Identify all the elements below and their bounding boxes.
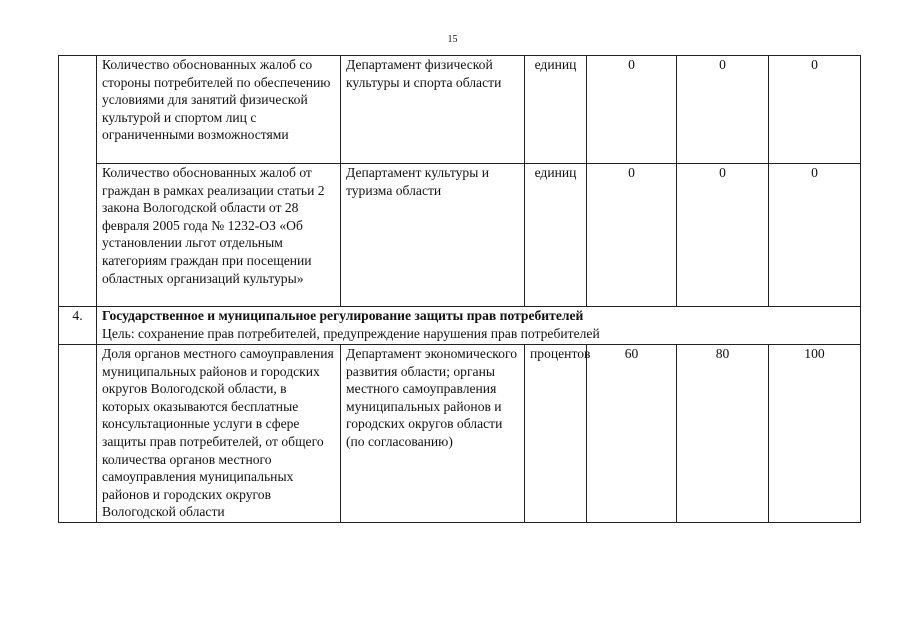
page-number: 15: [447, 34, 458, 45]
responsible-cell: Департамент физической культуры и спорта области: [341, 56, 525, 164]
value-cell: 0: [769, 164, 861, 307]
value-cell: 100: [769, 345, 861, 523]
indicator-cell: Доля органов местного самоуправления муниципальных районов и городских округов Вологодской области, в которых оказываются бесплатные консультационные услуги в сфере защиты прав потребителей, от общего количества органов местного самоуправления муниципальных районов и городских округов Вологодской области: [97, 345, 341, 523]
unit-cell: процентов: [525, 345, 587, 523]
indicators-table: [58, 55, 861, 523]
value-cell: 0: [587, 56, 677, 164]
value-cell: 60: [587, 345, 677, 523]
row-number-cell: [59, 345, 97, 523]
responsible-cell: Департамент культуры и туризма области: [341, 164, 525, 307]
section-goal: Цель: сохранение прав потребителей, предупреждение нарушения прав потребителей: [102, 325, 600, 341]
unit-cell: единиц: [525, 56, 587, 164]
value-cell: 0: [769, 56, 861, 164]
value-cell: 80: [677, 345, 769, 523]
value-cell: 0: [677, 56, 769, 164]
responsible-cell: Департамент экономического развития области; органы местного самоуправления муниципальных районов и городских округов области (по согласованию): [341, 345, 525, 523]
table-row: [59, 164, 861, 307]
value-cell: 0: [677, 164, 769, 307]
unit-cell: единиц: [525, 164, 587, 307]
section-title: Государственное и муниципальное регулирование защиты прав потребителей: [102, 308, 584, 323]
value-cell: 0: [587, 164, 677, 307]
section-header-cell: [97, 307, 861, 345]
section-row: [59, 307, 861, 345]
indicator-cell: Количество обоснованных жалоб от граждан в рамках реализации статьи 2 закона Вологодской области от 28 февраля 2005 года № 1232-ОЗ «Об установлении льгот отдельным категориям граждан при посещении областных организаций культуры»: [97, 164, 341, 307]
section-number: 4.: [59, 307, 97, 345]
table-row: [59, 56, 861, 164]
table-row: [59, 345, 861, 523]
indicator-cell: Количество обоснованных жалоб со стороны потребителей по обеспечению условиями для занятий физической культурой и спортом лиц с ограниченными возможностями: [97, 56, 341, 164]
row-number-cell: [59, 56, 97, 307]
